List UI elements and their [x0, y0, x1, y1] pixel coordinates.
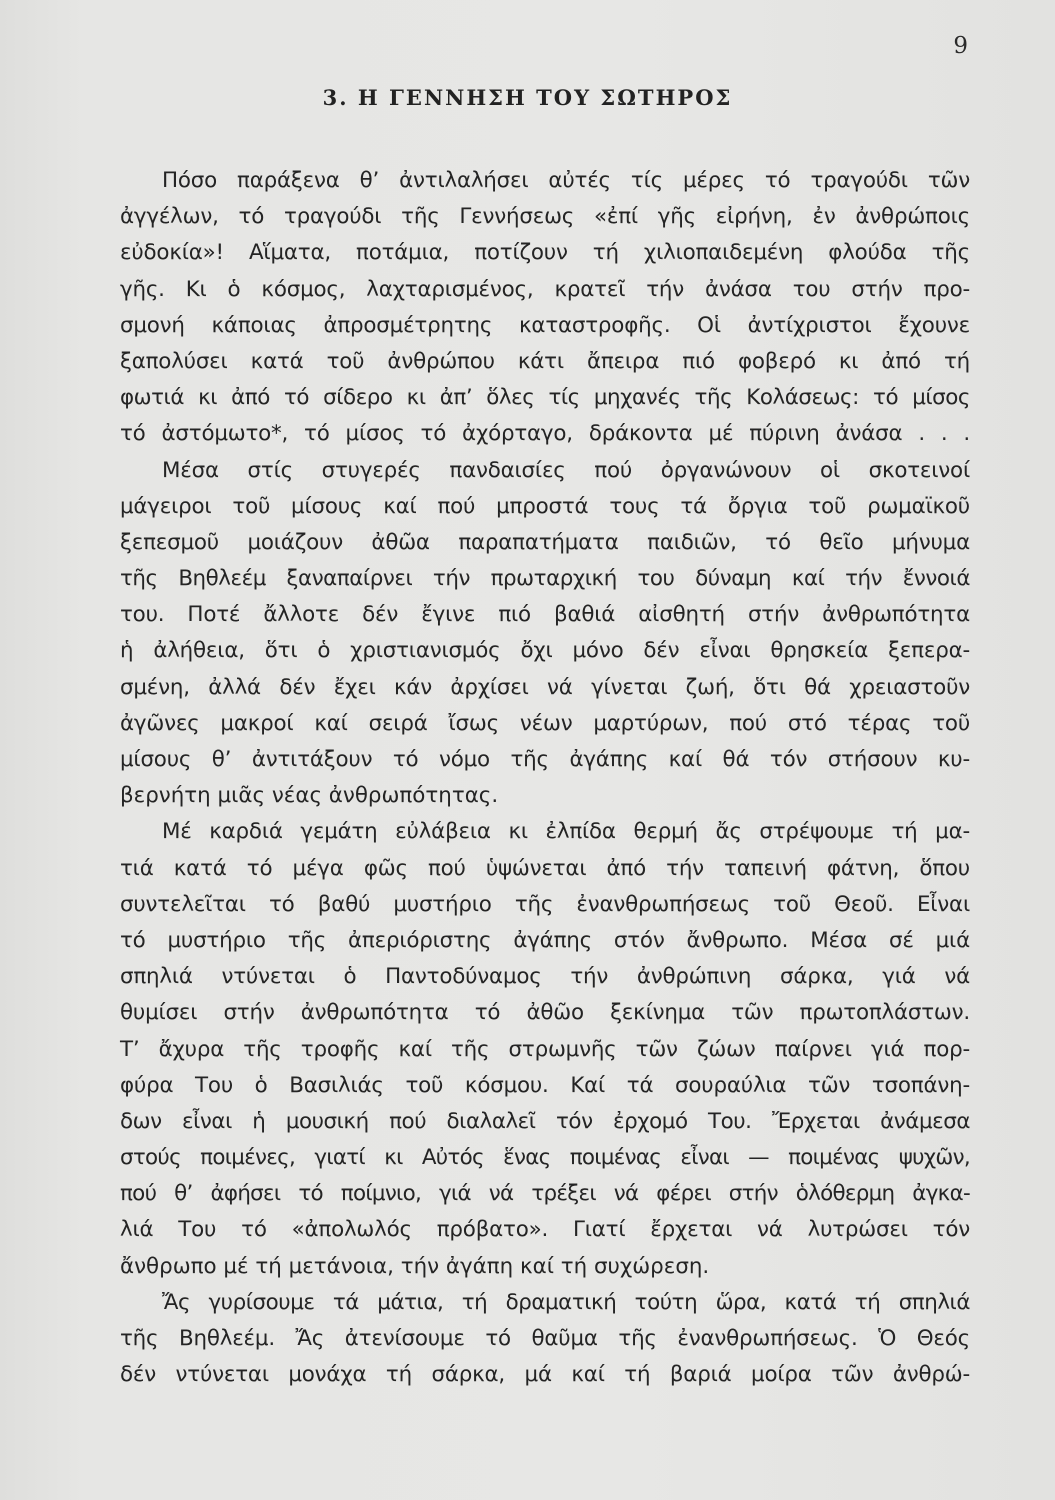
text-line: τό ἀστόμωτο*, τό μίσος τό ἀχόρταγο, δράκοντα μέ πύρινη ἀνάσα . . . — [120, 421, 970, 447]
text-line: Μέσα στίς στυγερές πανδαισίες πού ὀργανώνουν οἱ σκοτεινοί — [162, 457, 970, 483]
text-line: φωτιά κι ἀπό τό σίδερο κι ἀπ’ ὅλες τίς μηχανές τῆς Κολάσεως: τό μίσος — [120, 385, 970, 411]
text-line: μάγειροι τοῦ μίσους καί πού μπροστά τους τά ὄργια τοῦ ρωμαϊκοῦ — [120, 493, 970, 519]
text-line: σμένη, ἀλλά δέν ἔχει κάν ἀρχίσει νά γίνεται ζωή, ὅτι θά χρειαστοῦν — [120, 674, 970, 700]
text-line: τῆς Βηθλεέμ ξαναπαίρνει τήν πρωταρχική του δύναμη καί τήν ἔννοιά — [120, 566, 970, 592]
text-line: εὐδοκία»! Αἵματα, ποτάμια, ποτίζουν τή χιλιοπαιδεμένη φλούδα τῆς — [120, 240, 970, 266]
text-line: συντελεῖται τό βαθύ μυστήριο τῆς ἐνανθρωπήσεως τοῦ Θεοῦ. Εἶναι — [120, 891, 970, 917]
text-line: του. Ποτέ ἄλλοτε δέν ἔγινε πιό βαθιά αἰσθητή στήν ἀνθρωπότητα — [120, 602, 970, 628]
text-line: δέν ντύνεται μονάχα τή σάρκα, μά καί τή βαριά μοίρα τῶν ἀνθρώ- — [120, 1362, 970, 1388]
text-line: τῆς Βηθλεέμ. Ἄς ἀτενίσουμε τό θαῦμα τῆς ἐνανθρωπήσεως. Ὁ Θεός — [120, 1326, 970, 1351]
text-line: ξεπεσμοῦ μοιάζουν ἀθῶα παραπατήματα παιδιῶν, τό θεῖο μήνυμα — [120, 529, 970, 555]
text-line: μίσους θ’ ἀντιτάξουν τό νόμο τῆς ἀγάπης καί θά τόν στήσουν κυ- — [120, 747, 970, 772]
text-line: ἀγγέλων, τό τραγούδι τῆς Γεννήσεως «ἐπί γῆς εἰρήνη, ἐν ἀνθρώποις — [120, 204, 970, 230]
text-line: φύρα Του ὁ Βασιλιάς τοῦ κόσμου. Καί τά σουραύλια τῶν τσοπάνη- — [120, 1072, 970, 1098]
text-line: δων εἶναι ἡ μουσική πού διαλαλεῖ τόν ἐρχομό Του. Ἔρχεται ἀνάμεσα — [120, 1108, 970, 1134]
text-line: θυμίσει στήν ἀνθρωπότητα τό ἀθῶο ξεκίνημα τῶν πρωτοπλάστων. — [120, 1000, 970, 1026]
text-line: τό μυστήριο τῆς ἀπεριόριστης ἀγάπης στόν ἄνθρωπο. Μέσα σέ μιά — [120, 927, 970, 953]
page-number: 9 — [953, 33, 968, 59]
text-line: Τ’ ἄχυρα τῆς τροφῆς καί τῆς στρωμνῆς τῶν ζώων παίρνει γιά πορ- — [120, 1036, 970, 1062]
text-line: Ἄς γυρίσουμε τά μάτια, τή δραματική τούτη ὥρα, κατά τή σπηλιά — [162, 1289, 970, 1315]
text-line: γῆς. Κι ὁ κόσμος, λαχταρισμένος, κρατεῖ τήν ἀνάσα του στήν προ- — [120, 276, 970, 302]
text-line: ἡ ἀλήθεια, ὅτι ὁ χριστιανισμός ὄχι μόνο δέν εἶναι θρησκεία ξεπερα- — [120, 638, 970, 664]
text-line: ξαπολύσει κατά τοῦ ἀνθρώπου κάτι ἄπειρα πιό φοβερό κι ἀπό τή — [120, 348, 970, 374]
text-line: στούς ποιμένες, γιατί κι Αὐτός ἕνας ποιμένας εἶναι — ποιμένας ψυχῶν, — [120, 1145, 970, 1171]
body-text — [120, 163, 970, 1393]
text-line: πού θ’ ἀφήσει τό ποίμνιο, γιά νά τρέξει νά φέρει στήν ὁλόθερμη ἀγκα- — [120, 1181, 970, 1207]
chapter-title: 3. Η ΓΕΝΝΗΣΗ ΤΟΥ ΣΩΤΗΡΟΣ — [322, 85, 733, 110]
text-line: Πόσο παράξενα θ’ ἀντιλαλήσει αὐτές τίς μέρες τό τραγούδι τῶν — [162, 168, 970, 193]
text-line: λιά Του τό «ἀπολωλός πρόβατο». Γιατί ἔρχεται νά λυτρώσει τόν — [120, 1217, 970, 1243]
text-line: βερνήτη μιᾶς νέας ἀνθρωπότητας. — [120, 783, 499, 809]
text-line: σμονή κάποιας ἀπροσμέτρητης καταστροφῆς. Οἱ ἀντίχριστοι ἔχουνε — [120, 312, 970, 338]
text-line: ἄνθρωπο μέ τή μετάνοια, τήν ἀγάπη καί τή συχώρεση. — [120, 1253, 710, 1279]
text-line: τιά κατά τό μέγα φῶς πού ὑψώνεται ἀπό τήν ταπεινή φάτνη, ὅπου — [120, 855, 970, 881]
text-line: Μέ καρδιά γεμάτη εὐλάβεια κι ἐλπίδα θερμή ἄς στρέψουμε τή μα- — [162, 819, 970, 845]
text-line: ἀγῶνες μακροί καί σειρά ἴσως νέων μαρτύρων, πού στό τέρας τοῦ — [120, 710, 970, 736]
text-line: σπηλιά ντύνεται ὁ Παντοδύναμος τήν ἀνθρώπινη σάρκα, γιά νά — [120, 964, 970, 990]
